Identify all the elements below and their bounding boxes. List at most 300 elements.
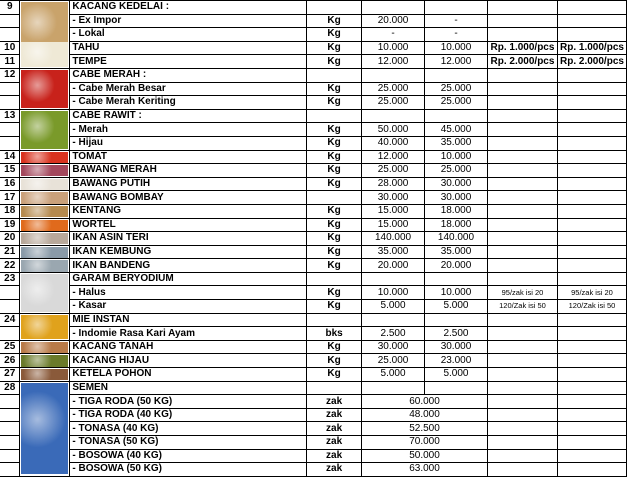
note-previous (487, 245, 557, 259)
price-current: 23.000 (425, 354, 488, 368)
onion-photo (21, 192, 68, 203)
mackerel-photo (21, 247, 68, 258)
row-number: 9 (0, 1, 20, 15)
unit-cell (307, 191, 362, 205)
commodity-variant: - Ex Impor (70, 14, 307, 28)
note-previous (487, 327, 557, 341)
table-row (0, 204, 627, 218)
row-number (0, 395, 20, 409)
row-number (0, 449, 20, 463)
unit-cell: Kg (307, 259, 362, 273)
milkfish-photo (21, 260, 68, 271)
mung-bean-photo (21, 355, 68, 366)
photo-cell (20, 1, 70, 15)
photo-cell (20, 368, 70, 382)
commodity-variant: - Cabe Merah Besar (70, 82, 307, 96)
price-current: 25.000 (425, 164, 488, 178)
price-previous: 25.000 (362, 354, 425, 368)
note-previous (487, 368, 557, 382)
note-previous (487, 422, 557, 436)
note-previous: Rp. 2.000/pcs (487, 55, 557, 69)
unit-cell: Kg (307, 286, 362, 300)
table-row (0, 232, 627, 246)
price-previous (362, 109, 425, 123)
unit-cell: Kg (307, 96, 362, 110)
unit-cell: Kg (307, 368, 362, 382)
table-row (0, 177, 627, 191)
row-number (0, 28, 20, 42)
note-previous (487, 123, 557, 137)
price-previous: 35.000 (362, 245, 425, 259)
photo-cell (20, 313, 70, 327)
price-previous: - (362, 28, 425, 42)
row-number: 23 (0, 272, 20, 286)
price-cell: 50.000 (362, 449, 488, 463)
table-row (0, 395, 627, 409)
price-previous (362, 68, 425, 82)
note-current (557, 368, 626, 382)
price-current: 140.000 (425, 232, 488, 246)
price-current: 35.000 (425, 136, 488, 150)
row-number: 21 (0, 245, 20, 259)
price-current: 12.000 (425, 55, 488, 69)
row-number (0, 96, 20, 110)
price-current: 5.000 (425, 300, 488, 314)
unit-cell: Kg (307, 177, 362, 191)
note-current (557, 313, 626, 327)
table-row (0, 286, 627, 300)
price-current: 18.000 (425, 218, 488, 232)
commodity-variant: - BOSOWA (50 KG) (70, 463, 307, 477)
row-number (0, 463, 20, 477)
unit-cell: Kg (307, 232, 362, 246)
tofu-photo (21, 42, 68, 67)
note-current: Rp. 2.000/pcs (557, 55, 626, 69)
commodity-variant: - Merah (70, 123, 307, 137)
commodity-name: BAWANG PUTIH (70, 177, 307, 191)
row-number (0, 436, 20, 450)
commodity-name: TOMAT (70, 150, 307, 164)
table-row (0, 82, 627, 96)
table-row (0, 14, 627, 28)
price-previous (362, 1, 425, 15)
note-previous (487, 204, 557, 218)
price-current (425, 109, 488, 123)
table-row (0, 191, 627, 205)
photo-cell (20, 191, 70, 205)
note-previous: Rp. 1.000/pcs (487, 41, 557, 55)
table-row (0, 55, 627, 69)
price-current: 25.000 (425, 96, 488, 110)
note-previous (487, 82, 557, 96)
note-current (557, 354, 626, 368)
price-previous: 20.000 (362, 259, 425, 273)
note-current (557, 463, 626, 477)
anchovy-photo (21, 233, 68, 244)
price-current (425, 1, 488, 15)
price-previous: 25.000 (362, 82, 425, 96)
price-current (425, 313, 488, 327)
photo-cell (20, 354, 70, 368)
photo-cell (20, 259, 70, 273)
note-previous (487, 340, 557, 354)
note-previous (487, 28, 557, 42)
photo-cell (20, 218, 70, 232)
photo-cell (20, 272, 70, 286)
table-row (0, 327, 627, 341)
row-number (0, 300, 20, 314)
table-row (0, 28, 627, 42)
price-current: - (425, 28, 488, 42)
photo-cell (20, 204, 70, 218)
row-number: 28 (0, 381, 20, 395)
table-row (0, 340, 627, 354)
commodity-name: TEMPE (70, 55, 307, 69)
table-row (0, 68, 627, 82)
table-row (0, 300, 627, 314)
salt-photo (21, 274, 68, 312)
price-current: 10.000 (425, 286, 488, 300)
price-previous (362, 381, 425, 395)
note-previous (487, 259, 557, 273)
note-current (557, 232, 626, 246)
row-number: 26 (0, 354, 20, 368)
note-current (557, 204, 626, 218)
note-current (557, 150, 626, 164)
photo-cell (20, 68, 70, 82)
unit-cell: zak (307, 408, 362, 422)
row-number (0, 14, 20, 28)
row-number: 11 (0, 55, 20, 69)
unit-cell: Kg (307, 136, 362, 150)
row-number (0, 136, 20, 150)
unit-cell: Kg (307, 41, 362, 55)
row-number (0, 82, 20, 96)
table-row (0, 218, 627, 232)
note-previous (487, 395, 557, 409)
table-row (0, 381, 627, 395)
price-current: 35.000 (425, 245, 488, 259)
note-current (557, 96, 626, 110)
note-current (557, 1, 626, 15)
note-current (557, 422, 626, 436)
photo-cell (20, 381, 70, 395)
price-current: 18.000 (425, 204, 488, 218)
table-row (0, 354, 627, 368)
unit-cell: zak (307, 463, 362, 477)
price-cell: 63.000 (362, 463, 488, 477)
price-current: 45.000 (425, 123, 488, 137)
note-previous (487, 96, 557, 110)
unit-cell: Kg (307, 55, 362, 69)
note-previous (487, 313, 557, 327)
note-current (557, 123, 626, 137)
price-previous: 28.000 (362, 177, 425, 191)
price-current: 20.000 (425, 259, 488, 273)
table-row (0, 463, 627, 477)
note-current (557, 449, 626, 463)
note-current (557, 436, 626, 450)
note-previous (487, 436, 557, 450)
table-row (0, 259, 627, 273)
note-current (557, 109, 626, 123)
row-number: 20 (0, 232, 20, 246)
row-number (0, 123, 20, 137)
note-current (557, 395, 626, 409)
note-previous (487, 408, 557, 422)
price-cell: 70.000 (362, 436, 488, 450)
note-previous: 95/zak isi 20 (487, 286, 557, 300)
row-number: 15 (0, 164, 20, 178)
note-previous (487, 109, 557, 123)
unit-cell (307, 313, 362, 327)
photo-cell (20, 177, 70, 191)
note-previous (487, 218, 557, 232)
price-current (425, 381, 488, 395)
note-previous (487, 164, 557, 178)
note-previous (487, 68, 557, 82)
price-previous: 10.000 (362, 286, 425, 300)
row-number (0, 422, 20, 436)
potato-photo (21, 206, 68, 217)
photo-cell (20, 164, 70, 178)
note-current (557, 191, 626, 205)
commodity-variant: - TIGA RODA (50 KG) (70, 395, 307, 409)
note-previous: 120/Zak isi 50 (487, 300, 557, 314)
note-current (557, 136, 626, 150)
commodity-name: CABE MERAH : (70, 68, 307, 82)
price-cell: 48.000 (362, 408, 488, 422)
note-current (557, 381, 626, 395)
price-current (425, 68, 488, 82)
cement-bags-photo (21, 383, 68, 474)
row-number: 18 (0, 204, 20, 218)
note-previous (487, 272, 557, 286)
commodity-name: GARAM BERYODIUM (70, 272, 307, 286)
unit-cell (307, 1, 362, 15)
table-row (0, 422, 627, 436)
price-current: 30.000 (425, 177, 488, 191)
unit-cell: Kg (307, 150, 362, 164)
photo-cell (20, 109, 70, 123)
unit-cell (307, 272, 362, 286)
row-number (0, 408, 20, 422)
commodity-variant: - TONASA (40 KG) (70, 422, 307, 436)
carrot-photo (21, 220, 68, 231)
price-cell: 60.000 (362, 395, 488, 409)
commodity-name: KETELA POHON (70, 368, 307, 382)
unit-cell: zak (307, 436, 362, 450)
commodity-name: SEMEN (70, 381, 307, 395)
commodity-name: TAHU (70, 41, 307, 55)
note-previous (487, 177, 557, 191)
commodity-name: KENTANG (70, 204, 307, 218)
commodity-variant: - Cabe Merah Keriting (70, 96, 307, 110)
commodity-name: BAWANG BOMBAY (70, 191, 307, 205)
price-current (425, 272, 488, 286)
table-row (0, 41, 627, 55)
price-current: 10.000 (425, 41, 488, 55)
commodity-variant: - Hijau (70, 136, 307, 150)
unit-cell: Kg (307, 123, 362, 137)
price-previous: 25.000 (362, 164, 425, 178)
table-row (0, 313, 627, 327)
price-current: 5.000 (425, 368, 488, 382)
row-number: 17 (0, 191, 20, 205)
table-row (0, 245, 627, 259)
row-number: 16 (0, 177, 20, 191)
note-previous (487, 136, 557, 150)
note-previous (487, 14, 557, 28)
note-current (557, 14, 626, 28)
note-current (557, 272, 626, 286)
commodity-variant: - Lokal (70, 28, 307, 42)
unit-cell: Kg (307, 218, 362, 232)
note-previous (487, 191, 557, 205)
unit-cell: zak (307, 422, 362, 436)
unit-cell: Kg (307, 82, 362, 96)
bird-eye-chili-photo (21, 111, 68, 149)
note-previous (487, 232, 557, 246)
table-row (0, 408, 627, 422)
row-number: 27 (0, 368, 20, 382)
note-previous (487, 381, 557, 395)
row-number: 24 (0, 313, 20, 327)
price-current: 10.000 (425, 150, 488, 164)
row-number (0, 286, 20, 300)
unit-cell: Kg (307, 164, 362, 178)
price-previous: 12.000 (362, 55, 425, 69)
unit-cell (307, 381, 362, 395)
table-row (0, 136, 627, 150)
price-previous: 20.000 (362, 14, 425, 28)
row-number: 10 (0, 41, 20, 55)
unit-cell: Kg (307, 28, 362, 42)
instant-noodle-photo (21, 315, 68, 340)
note-current (557, 327, 626, 341)
photo-cell (20, 245, 70, 259)
row-number: 19 (0, 218, 20, 232)
commodity-name: IKAN BANDENG (70, 259, 307, 273)
unit-cell: zak (307, 395, 362, 409)
price-cell: 52.500 (362, 422, 488, 436)
table-row (0, 123, 627, 137)
unit-cell: Kg (307, 354, 362, 368)
price-current: 30.000 (425, 191, 488, 205)
table-row (0, 449, 627, 463)
price-current: 25.000 (425, 82, 488, 96)
unit-cell (307, 109, 362, 123)
unit-cell: Kg (307, 245, 362, 259)
price-previous: 15.000 (362, 218, 425, 232)
note-previous (487, 150, 557, 164)
note-current (557, 177, 626, 191)
price-previous: 30.000 (362, 340, 425, 354)
note-current: 120/Zak isi 50 (557, 300, 626, 314)
red-chili-photo (21, 70, 68, 108)
table-row (0, 1, 627, 15)
note-current (557, 408, 626, 422)
peanut-photo (21, 342, 68, 353)
commodity-variant: - Halus (70, 286, 307, 300)
note-current (557, 28, 626, 42)
price-previous: 50.000 (362, 123, 425, 137)
table-row (0, 436, 627, 450)
cassava-photo (21, 369, 68, 380)
table-row (0, 109, 627, 123)
price-previous: 12.000 (362, 150, 425, 164)
commodity-variant: - TONASA (50 KG) (70, 436, 307, 450)
price-current: 2.500 (425, 327, 488, 341)
commodity-variant: - BOSOWA (40 KG) (70, 449, 307, 463)
price-previous (362, 313, 425, 327)
price-previous: 5.000 (362, 368, 425, 382)
commodity-variant: - TIGA RODA (40 KG) (70, 408, 307, 422)
commodity-name: IKAN KEMBUNG (70, 245, 307, 259)
price-previous: 5.000 (362, 300, 425, 314)
price-previous: 140.000 (362, 232, 425, 246)
note-current: 95/zak isi 20 (557, 286, 626, 300)
row-number: 22 (0, 259, 20, 273)
row-number: 13 (0, 109, 20, 123)
table-row (0, 164, 627, 178)
price-previous: 25.000 (362, 96, 425, 110)
note-current (557, 340, 626, 354)
note-previous (487, 449, 557, 463)
unit-cell: Kg (307, 14, 362, 28)
photo-cell (20, 232, 70, 246)
unit-cell: zak (307, 449, 362, 463)
note-current: Rp. 1.000/pcs (557, 41, 626, 55)
commodity-variant: - Indomie Rasa Kari Ayam (70, 327, 307, 341)
unit-cell: bks (307, 327, 362, 341)
price-previous: 2.500 (362, 327, 425, 341)
note-previous (487, 463, 557, 477)
note-current (557, 218, 626, 232)
garlic-photo (21, 179, 68, 190)
price-previous: 15.000 (362, 204, 425, 218)
price-previous: 10.000 (362, 41, 425, 55)
row-number (0, 327, 20, 341)
unit-cell (307, 68, 362, 82)
note-previous (487, 354, 557, 368)
note-previous (487, 1, 557, 15)
shallot-photo (21, 165, 68, 176)
price-previous (362, 272, 425, 286)
commodity-name: MIE INSTAN (70, 313, 307, 327)
photo-cell (20, 340, 70, 354)
commodity-name: IKAN ASIN TERI (70, 232, 307, 246)
photo-cell (20, 41, 70, 55)
row-number: 14 (0, 150, 20, 164)
unit-cell: Kg (307, 300, 362, 314)
photo-cell (20, 150, 70, 164)
row-number: 25 (0, 340, 20, 354)
note-current (557, 82, 626, 96)
tomato-photo (21, 152, 68, 163)
commodity-variant: - Kasar (70, 300, 307, 314)
note-current (557, 245, 626, 259)
note-current (557, 164, 626, 178)
unit-cell: Kg (307, 204, 362, 218)
table-row (0, 96, 627, 110)
row-number: 12 (0, 68, 20, 82)
price-previous: 30.000 (362, 191, 425, 205)
commodity-name: CABE RAWIT : (70, 109, 307, 123)
table-row (0, 368, 627, 382)
note-current (557, 259, 626, 273)
table-row (0, 150, 627, 164)
